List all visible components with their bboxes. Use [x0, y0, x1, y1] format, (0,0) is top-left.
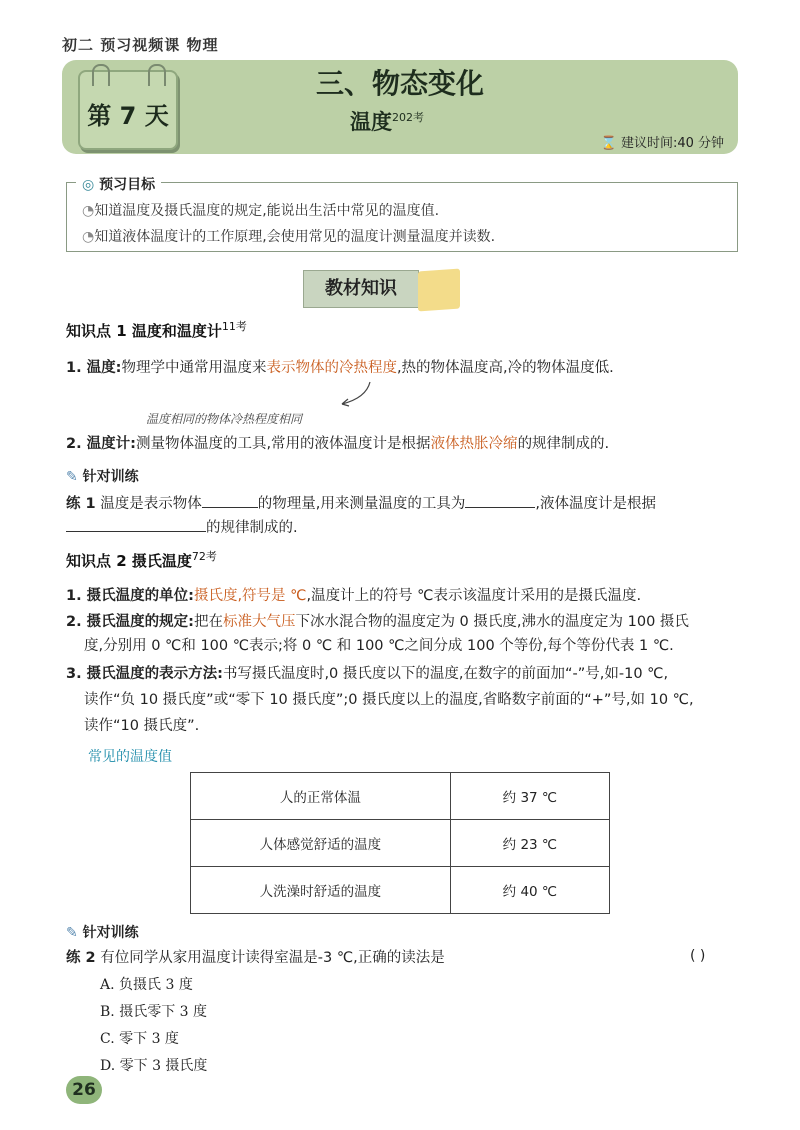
training-title: ✎ 针对训练 — [66, 469, 139, 485]
goals-title: ◎ 预习目标 — [76, 174, 161, 194]
knowledge-point-1-title: 知识点 1 温度和温度计$^{11考}$ — [66, 320, 247, 340]
exercise-1-cont: 的规律制成的. — [66, 516, 746, 540]
table-title: 常见的温度值 — [88, 749, 172, 765]
kp2-item-3-cont: 读作“10 摄氏度”. — [84, 718, 200, 734]
table-row — [191, 820, 610, 867]
lesson-title: 温度$^{202考}$ — [350, 110, 424, 134]
highlight: 液体热胀冷缩 — [430, 436, 518, 452]
table-cell-value: 约 40 ℃ — [450, 867, 609, 914]
table-cell-label: 人洗澡时舒适的温度 — [191, 867, 451, 914]
table-row — [191, 773, 610, 820]
table-cell-label: 人体感觉舒适的温度 — [191, 820, 451, 867]
answer-blank — [66, 531, 206, 532]
highlight: 摄氏度,符号是 ℃ — [193, 588, 307, 604]
kp1-item-2: 2. 温度计:测量物体温度的工具,常用的液体温度计是根据液体热胀冷缩的规律制成的. — [66, 436, 610, 452]
knowledge-point-2-title: 知识点 2 摄氏温度$^{72考}$ — [66, 550, 217, 570]
table-row — [191, 867, 610, 914]
table-cell-value: 约 23 ℃ — [450, 820, 609, 867]
bullet-icon: ◔ — [82, 229, 95, 245]
kp2-item-3-cont: 读作“负 10 摄氏度”或“零下 10 摄氏度”;0 摄氏度以上的温度,省略数字前面的“+”号,如 10 ℃, — [84, 692, 694, 708]
highlight: 标准大气压 — [222, 614, 296, 630]
exam-count: 202考 — [392, 111, 424, 124]
series-header: 初二 预习视频课 物理 — [62, 36, 219, 54]
answer-paren: ( ) — [690, 948, 706, 964]
target-icon: ◎ — [82, 177, 95, 193]
handwritten-note: 温度相同的物体冷热程度相同 — [146, 412, 303, 426]
option-b: B. 摄氏零下 3 度 — [100, 1004, 207, 1020]
exercise-1: 练 1 温度是表示物体 的物理量,用来测量温度的工具为 ,液体温度计是根据 — [66, 496, 656, 512]
training-title: ✎ 针对训练 — [66, 925, 139, 941]
section-title: 教材知识 — [303, 270, 419, 308]
answer-blank — [465, 507, 535, 508]
goal-item: ◔知道温度及摄氏温度的规定,能说出生活中常见的温度值. — [82, 203, 440, 219]
temperature-table — [190, 772, 610, 914]
goal-item: ◔知道液体温度计的工作原理,会使用常见的温度计测量温度并读数. — [82, 229, 496, 245]
kp2-item-2-cont: 度,分别用 0 ℃和 100 ℃表示;将 0 ℃ 和 100 ℃之间分成 100 个等份,每个等份代表 1 ℃. — [84, 638, 674, 654]
pen-icon: ✎ — [66, 469, 78, 485]
kp1-item-1: 1. 温度:物理学中通常用温度来表示物体的冷热程度,热的物体温度高,冷的物体温度低. — [66, 360, 614, 376]
table-cell-label: 人的正常体温 — [191, 773, 451, 820]
pen-icon: ✎ — [66, 925, 78, 941]
suggested-time: ⌛ 建议时间:40 分钟 — [600, 136, 724, 151]
annotation-arrow — [330, 378, 380, 408]
kp2-item-3: 3. 摄氏温度的表示方法:书写摄氏温度时,0 摄氏度以下的温度,在数字的前面加“-”号,如-10 ℃, — [66, 666, 669, 682]
option-c: C. 零下 3 度 — [100, 1031, 179, 1047]
answer-blank — [202, 507, 258, 508]
option-d: D. 零下 3 摄氏度 — [100, 1058, 208, 1074]
hourglass-icon: ⌛ — [600, 136, 617, 151]
option-a: A. 负摄氏 3 度 — [100, 977, 193, 993]
bullet-icon: ◔ — [82, 203, 95, 219]
highlight: 表示物体的冷热程度 — [266, 360, 397, 376]
day-label: 第 7 天 — [87, 102, 169, 130]
exercise-2-question: 练 2 有位同学从家用温度计读得室温是-3 ℃,正确的读法是 — [66, 950, 445, 966]
page-number: 26 — [66, 1076, 102, 1104]
kp2-item-1: 1. 摄氏温度的单位:摄氏度,符号是 ℃,温度计上的符号 ℃表示该温度计采用的是摄氏温度. — [66, 588, 642, 604]
book-icon — [418, 269, 460, 312]
kp2-item-2: 2. 摄氏温度的规定:把在标准大气压下冰水混合物的温度定为 0 摄氏度,沸水的温度定为 100 摄氏 — [66, 614, 689, 630]
chapter-title: 三、物态变化 — [315, 67, 484, 100]
table-cell-value: 约 37 ℃ — [450, 773, 609, 820]
